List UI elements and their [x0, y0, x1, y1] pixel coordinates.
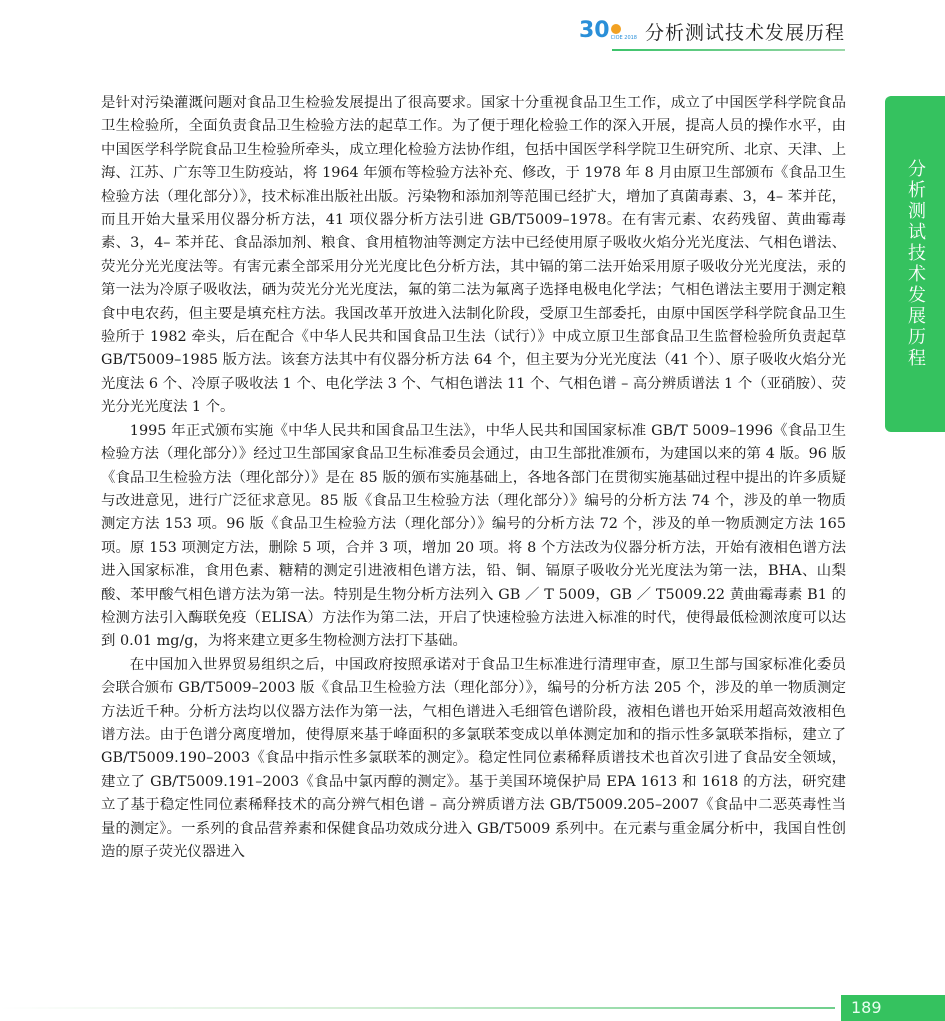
- header-divider: [612, 49, 845, 51]
- logo-dot-icon: [611, 24, 621, 34]
- paragraph-2: 1995 年正式颁布实施《中华人民共和国食品卫生法》，中华人民共和国国家标准 GB/T 5009–1996《食品卫生检验方法（理化部分）》经过卫生部国家食品卫生标准委员会通过，由卫生部批准颁布，为建国以来的第 4 版。96 版《食品卫生检验方法（理化部分）》是在 85 版的颁布实施基础上，各地各部门在贯彻实施基础过程中提出的许多质疑与改进意见，进行广泛征求意见。85 版《食品卫生检验方法（理化部分）》编号的分析方法 74 个，涉及的单一物质测定方法 153 项。96 版《食品卫生检验方法（理化部分）》编号的分析方法 72 个，涉及的单一物质测定方法 165 项。原 153 项测定方法，删除 5 项，合并 3 项，增加 20 项。将 8 个方法改为仪器分析方法，开始有液相色谱方法进入国家标准，食用色素、糖精的测定引进液相色谱方法，铅、铜、镉原子吸收分光光度法为第一法，BHA、山梨酸、苯甲酸气相色谱方法为第一法。特别是生物分析方法列入 GB ／ T 5009，GB ／ T5009.22 黄曲霉毒素 B1 的检测方法引入酶联免疫（ELISA）方法作为第二法，开启了快速检验方法进入标准的时代，使得最低检测浓度可以达到 0.01 mg/g，为将来建立更多生物检测方法打下基础。: [101, 422, 846, 650]
- running-header-title: 分析测试技术发展历程: [644, 21, 845, 44]
- logo-subtext: CIOE 2018: [610, 35, 637, 41]
- page-footer: [0, 995, 945, 1021]
- page-header: [579, 14, 845, 48]
- anniversary-logo: [579, 20, 637, 42]
- footer-divider: [0, 1007, 835, 1009]
- logo-number: 30: [578, 18, 610, 43]
- paragraph-1: 是针对污染灌溉问题对食品卫生检验发展提出了很高要求。国家十分重视食品卫生工作，成立了中国医学科学院食品卫生检验所，全面负责食品卫生检验方法的起草工作。为了便于理化检验工作的深入开展，提高人员的操作水平，由中国医学科学院食品卫生检验所牵头，成立理化检验方法协作组，包括中国医学科学院卫生研究所、北京、天津、上海、江苏、广东等卫生防疫站，将 1964 年颁布等检验方法补充、修改，于 1978 年 8 月由原卫生部颁布《食品卫生检验方法（理化部分）》，技术标准出版社出版。污染物和添加剂等范围已经扩大，增加了真菌毒素、3，4– 苯并芘，而且开始大量采用仪器分析方法，41 项仪器分析方法引进 GB/T5009–1978。在有害元素、农药残留、黄曲霉毒素、3，4– 苯并芘、食品添加剂、粮食、食用植物油等测定方法中已经使用原子吸收火焰分光光度法、气相色谱法、荧光分光光度法等。有害元素全部采用分光光度比色分析方法，其中镉的第二法开始采用原子吸收分光光度法，汞的第一法为冷原子吸收法，硒为荧光分光光度法，氟的第二法为氟离子选择电极电化学法；气相色谱法主要用于测定粮食中电农药，但主要是填充柱方法。我国改革开放进入法制化阶段，受原卫生部委托，由原中国医学科学院食品卫生验所于 1982 牵头，后在配合《中华人民共和国食品卫生法（试行）》中成立原卫生部食品卫生监督检验所负责起草 GB/T5009–1985 版方法。该套方法其中有仪器分析方法 64 个，但主要为分光光度法（41 个）、原子吸收火焰分光光度法 6 个、冷原子吸收法 1 个、电化学法 3 个、气相色谱法 11 个、气相色谱 – 高分辨质谱法 1 个（亚硝胺）、荧光分光光度法 1 个。: [101, 95, 846, 416]
- side-tab-label: 分析测试技术发展历程: [905, 159, 926, 369]
- chapter-side-tab: [885, 96, 945, 432]
- paragraph-3: 在中国加入世界贸易组织之后，中国政府按照承诺对于食品卫生标准进行清理审查，原卫生部与国家标准化委员会联合颁布 GB/T5009–2003 版《食品卫生检验方法（理化部分）》，编号的分析方法 205 个，涉及的单一物质测定方法近千种。分析方法均以仪器方法作为第一法，气相色谱进入毛细管色谱阶段，液相色谱也开始采用超高效液相色谱方法。由于色谱分离度增加，使得原来基于峰面积的多氯联苯变成以单体测定加和的指示性多氯联苯指标，建立了 GB/T5009.190–2003《食品中指示性多氯联苯的测定》。稳定性同位素稀释质谱技术也首次引进了食品安全领域，建立了 GB/T5009.191–2003《食品中氯丙醇的测定》。基于美国环境保护局 EPA 1613 和 1618 的方法，研究建立了基于稳定性同位素稀释技术的高分辨气相色谱 – 高分辨质谱方法 GB/T5009.205–2007《食品中二恶英毒性当量的测定》。一系列的食品营养素和保健食品功效成分进入 GB/T5009 系列中。在元素与重金属分析中，我国自性创造的原子荧光仪器进入: [101, 656, 846, 860]
- page-number: 189: [841, 995, 945, 1021]
- body-text: [101, 92, 846, 864]
